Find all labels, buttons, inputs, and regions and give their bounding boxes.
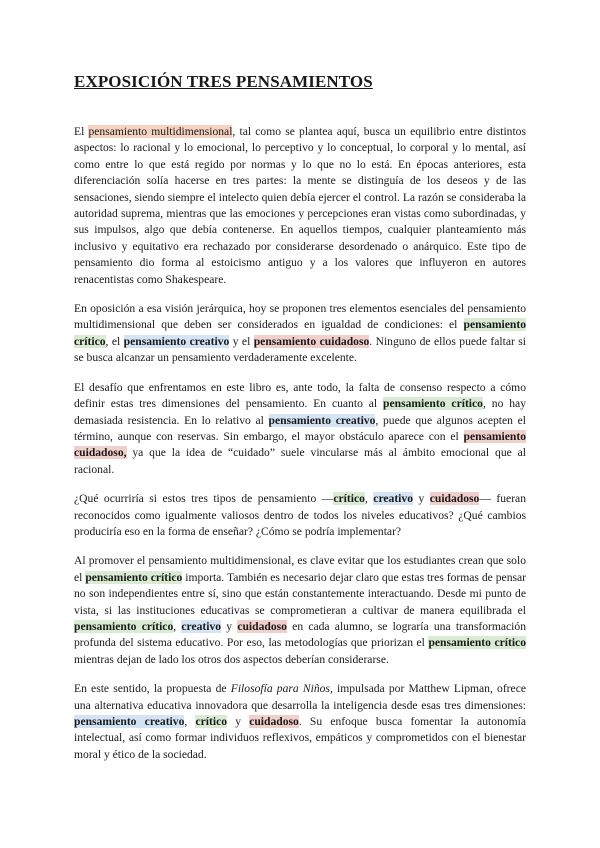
text-run: , xyxy=(364,492,374,506)
highlight-critico: pensamiento crítico xyxy=(383,397,483,411)
text-run: y xyxy=(221,619,238,633)
text-run: Al promover el pensamiento multidimensional, es clave evitar que los estudiantes crean que solo el xyxy=(74,554,526,584)
text-run: . Ninguno de ellos puede faltar si se busca alcanzar un pensamiento verdaderamente excelente. xyxy=(74,334,527,365)
text-run: . Su enfoque busca fomentar la autonomía intelectual, así como formar individuos reflexivos, empáticos y comprometidos con el bienestar moral y ético de la sociedad. xyxy=(74,715,526,761)
highlight-creativo: creativo xyxy=(373,492,413,506)
highlight-cuidadoso: cuidadoso xyxy=(429,492,480,506)
text-run: , impulsada por Matthew Lipman, ofrece una alternativa educativa innovadora que desarrolla la inteligencia desde esas tres dimensiones: xyxy=(74,682,526,712)
paragraph-2 xyxy=(74,301,526,367)
text-run: , xyxy=(173,619,182,633)
highlight-creativo: pensamiento creativo xyxy=(268,413,376,427)
highlight-critico: pensamiento crítico xyxy=(74,619,174,633)
text-run: importa. También es necesario dejar claro que estas tres formas de pensar no son independientes entre sí, sino que están constantemente interactuando. Desde mi punto de vista, si las instituciones educativas se comprometieran a cultivar de manera equilibrada el xyxy=(74,570,527,617)
highlight-creativo: creativo xyxy=(181,619,222,633)
text-run: El xyxy=(74,125,89,138)
text-run: En este sentido, la propuesta de xyxy=(74,682,231,696)
document-title: EXPOSICIÓN TRES PENSAMIENTOS xyxy=(74,72,373,91)
highlight-critico: pensamiento crítico xyxy=(74,318,526,348)
text-run: , puede que algunos acepten el término, aunque con reservas. Sin embargo, el mayor obstáculo aparece con el xyxy=(74,413,526,443)
text-run: El desafío que enfrentamos en este libro es, ante todo, la falta de consenso respecto a cómo definir estas tres dimensiones del pensamiento. En cuanto al xyxy=(74,380,526,411)
text-run: , tal como se plantea aquí, busca un equilibrio entre distintos aspectos: lo racional y lo emocional, lo perceptivo y lo conceptual, lo corporal y lo mental, así como entre lo que está regido por normas y lo que no lo está. En épocas anteriores, esta diferenciación solía hacerse en tres partes: la mente se distinguía de los deseos y de las sensaciones, siendo siempre el intelecto quien debía ejercer el control. La razón se consideraba la autoridad suprema, mientras que las emociones y percepciones eran vistas como subordinadas, y sus impulsos, algo que debía contenerse. En aquellos tiempos, cualquier planteamiento más inclusivo y equitativo era rechazado por considerarse desordenado o anárquico. Este tipo de pensamiento dio forma al estoicismo antiguo y a los valores que influyeron en autores renacentistas como Shakespeare. xyxy=(74,125,526,286)
highlight-critico: pensamiento crítico xyxy=(428,636,526,650)
text-run: en cada alumno, se lograría una transformación profunda del sistema educativo. Por eso, las metodologías que priorizan el xyxy=(74,619,526,650)
text-run: En oposición a esa visión jerárquica, hoy se proponen tres elementos esenciales del pensamiento multidimensional que deben ser considerados en igualdad de condiciones: el xyxy=(74,302,526,332)
highlight-cuidadoso: pensamiento cuidadoso xyxy=(253,334,370,348)
text-run: ¿Qué ocurriría si estos tres tipos de pensamiento — xyxy=(74,492,334,506)
text-run: y xyxy=(413,492,430,506)
book-title: Filosofía para Niños xyxy=(230,682,330,696)
highlight-creativo: pensamiento creativo xyxy=(123,334,230,348)
paragraph-3 xyxy=(74,380,526,478)
text-run: ya que la idea de “cuidado” suele vincularse más al ámbito emocional que al racional. xyxy=(74,446,526,476)
text-run: y el xyxy=(229,334,254,348)
highlight-multidimensional: pensamiento multidimensional xyxy=(88,125,233,138)
paragraph-6 xyxy=(74,681,526,763)
text-run: mientras dejan de lado los otros dos aspectos deberían considerarse. xyxy=(74,652,389,666)
text-run: , el xyxy=(105,334,124,348)
text-run: y xyxy=(227,715,250,728)
highlight-critico: crítico xyxy=(195,715,228,728)
text-run: — fueran reconocidos como igualmente valiosos dentro de todos los niveles educativos? ¿Qué cambios produciría eso en la forma de enseñar? ¿Cómo se podría implementar? xyxy=(74,492,527,538)
text-run: , no hay demasiada resistencia. En lo relativo al xyxy=(74,397,526,427)
paragraph-4 xyxy=(74,491,526,540)
document-body xyxy=(74,124,526,776)
paragraph-1 xyxy=(74,124,526,288)
paragraph-5 xyxy=(74,553,526,668)
highlight-creativo: pensamiento creativo xyxy=(74,715,185,728)
highlight-cuidadoso: cuidadoso xyxy=(249,715,299,728)
highlight-critico: crítico xyxy=(333,492,365,506)
highlight-cuidadoso: cuidadoso xyxy=(237,619,287,633)
highlight-critico: pensamiento crítico xyxy=(85,570,183,584)
highlight-cuidadoso: pensamiento cuidadoso, xyxy=(74,429,526,460)
text-run: , xyxy=(184,715,196,728)
